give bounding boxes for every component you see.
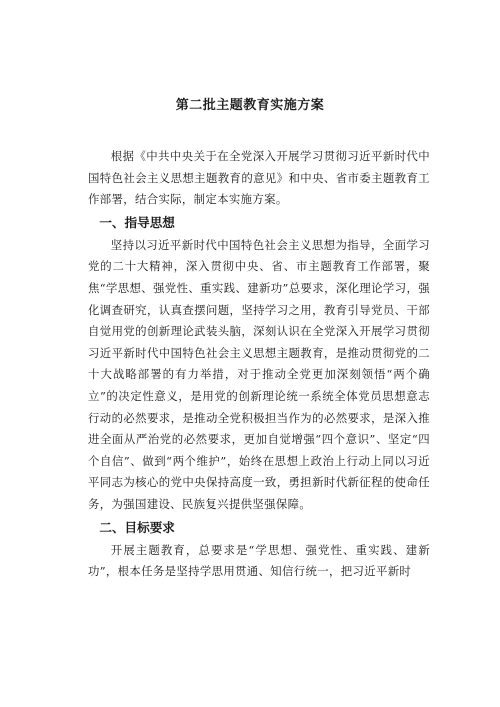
section-heading-goals: 二、目标要求 [99, 519, 175, 535]
section-heading-guiding-ideology: 一、指导思想 [99, 214, 175, 230]
section-paragraph-goals: 开展主题教育，总要求是“学思想、强党性、重实践、建新功”，根本任务是坚持学思用贯通、知信行统一，把习近平新时 [88, 542, 430, 579]
intro-paragraph: 根据《中共中央关于在全党深入开展学习贯彻习近平新时代中国特色社会主义思想主题教育的意见》和中央、省市委主题教育工作部署，结合实际，制定本实施方案。 [88, 149, 430, 207]
document-title: 第二批主题教育实施方案 [175, 98, 325, 113]
document-body [88, 146, 430, 583]
section-paragraph-guiding-ideology: 坚持以习近平新时代中国特色社会主义思想为指导，全面学习党的二十大精神，深入贯彻中央、省、市主题教育工作部署，聚焦“学思想、强党性、重实践、建新功”总要求，深化理论学习，强化调查研究，认真查摆问题，坚持学习之用，教育引导党员、干部自觉用党的创新理论武装头脑，深刻认识在全党深入开展学习贯彻习近平新时代中国特色社会主义思想主题教育，是推动贯彻党的二十大战略部署的有力举措，对于推动全党更加深刻领悟“两个确立”的决定性意义，是用党的创新理论统一系统全体党员思想意志行动的必然要求，是推动全党积极担当作为的必然要求，是深入推进全面从严治党的必然要求，更加自觉增强“四个意识”、坚定“四个自信”、做到“两个维护”，始终在思想上政治上行动上同以习近平同志为核心的党中央保持高度一致，勇担新时代新征程的使命任务，为强国建设、民族复兴提供坚强保障。 [88, 237, 430, 511]
